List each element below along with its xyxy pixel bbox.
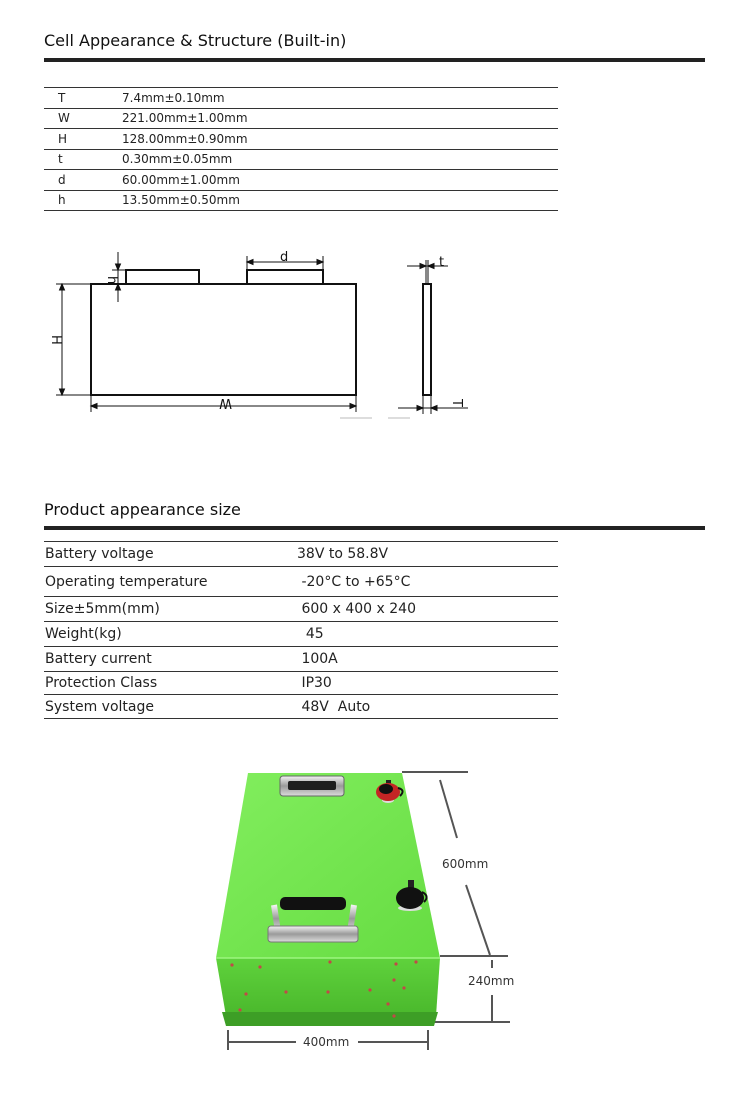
spec-value: 0.30mm±0.05mm: [122, 149, 558, 170]
spec-key: Weight(kg): [44, 622, 297, 647]
spec-key: Operating temperature: [44, 567, 297, 597]
table-row: [44, 597, 558, 622]
spec-value: 60.00mm±1.00mm: [122, 170, 558, 191]
spec-key: Protection Class: [44, 672, 297, 695]
dim-line-600-a: [440, 780, 457, 838]
W-label: W: [219, 395, 232, 410]
spec-value: 48V Auto: [297, 695, 558, 719]
battery-case-front: [216, 958, 440, 1016]
spec-key: H: [44, 129, 122, 150]
spec-key: Size±5mm(mm): [44, 597, 297, 622]
dim-label-length: 600mm: [442, 857, 489, 871]
spec-value: 600 x 400 x 240: [297, 597, 558, 622]
t-label: t: [439, 255, 445, 270]
battery-product-illustration: [0, 740, 750, 1100]
product-spec-table: [44, 541, 558, 719]
table-row: [44, 622, 558, 647]
dim-line-600-b: [466, 885, 490, 955]
table-row: [44, 647, 558, 672]
cell-tab-left: [126, 270, 199, 284]
spec-key: h: [44, 190, 122, 211]
spec-value: 13.50mm±0.50mm: [122, 190, 558, 211]
cell-body-outline: [91, 284, 356, 395]
spec-value: 128.00mm±0.90mm: [122, 129, 558, 150]
spec-value: IP30: [297, 672, 558, 695]
table-row: [44, 542, 558, 567]
dim-label-width: 400mm: [303, 1035, 350, 1049]
d-label: d: [280, 250, 289, 265]
spec-value: 45: [297, 622, 558, 647]
H-label: H: [48, 335, 63, 345]
h-label: h: [104, 276, 119, 285]
cell-side-view: [423, 284, 431, 395]
product-section-rule: [44, 526, 705, 530]
spec-key: W: [44, 108, 122, 129]
cell-section-title: Cell Appearance & Structure (Built-in): [44, 31, 347, 50]
battery-case-base: [222, 1012, 438, 1026]
table-row: [44, 567, 558, 597]
spec-value: 100A: [297, 647, 558, 672]
spec-key: t: [44, 149, 122, 170]
T-label: T: [449, 399, 464, 407]
top-handle: [280, 776, 344, 796]
spec-key: Battery current: [44, 647, 297, 672]
cell-tab-right: [247, 270, 323, 284]
table-row: [44, 695, 558, 719]
spec-key: T: [44, 88, 122, 109]
dim-label-height: 240mm: [468, 974, 515, 988]
product-section-title: Product appearance size: [44, 500, 241, 519]
table-row: [44, 672, 558, 695]
spec-value: 38V to 58.8V: [297, 542, 558, 567]
cell-dimension-diagram: [0, 0, 750, 440]
spec-value: 221.00mm±1.00mm: [122, 108, 558, 129]
spec-key: d: [44, 170, 122, 191]
spec-key: System voltage: [44, 695, 297, 719]
spec-value: -20°C to +65°C: [297, 567, 558, 597]
spec-key: Battery voltage: [44, 542, 297, 567]
spec-value: 7.4mm±0.10mm: [122, 88, 558, 109]
